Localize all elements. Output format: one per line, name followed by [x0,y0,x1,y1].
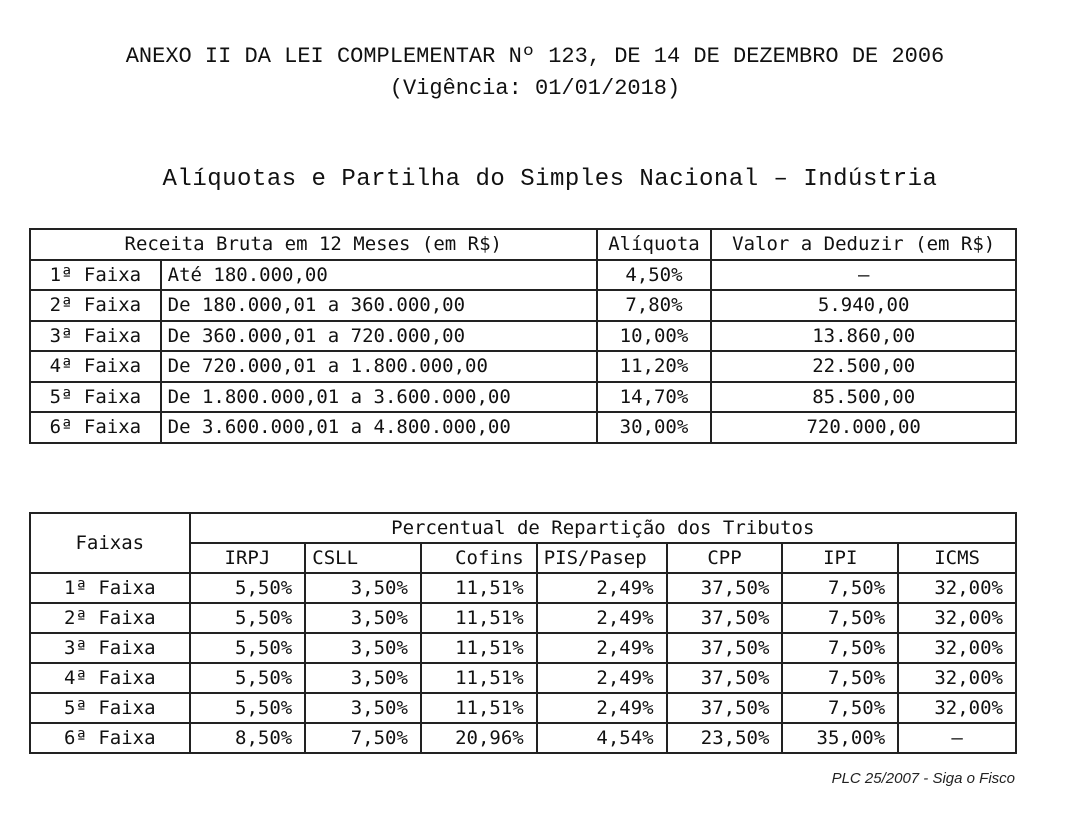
csll-cell: 3,50% [305,663,421,693]
irpj-cell: 5,50% [190,633,306,663]
table-row [30,382,1016,413]
irpj-cell: 5,50% [190,663,306,693]
ipi-cell: 7,50% [782,633,898,663]
cpp-cell: 37,50% [667,603,783,633]
deduzir-cell: 22.500,00 [711,351,1016,382]
irpj-cell: 5,50% [190,693,306,723]
faixa-cell: 1ª Faixa [30,573,190,603]
table-row [30,351,1016,382]
irpj-cell: 8,50% [190,723,306,753]
ipi-cell: 7,50% [782,663,898,693]
cpp-cell: 37,50% [667,663,783,693]
receita-cell: De 720.000,01 a 1.800.000,00 [161,351,597,382]
icms-cell: 32,00% [898,573,1016,603]
table-header-row [30,229,1016,260]
table-header-row [30,513,1016,543]
csll-cell: 7,50% [305,723,421,753]
ipi-cell: 7,50% [782,603,898,633]
faixa-cell: 5ª Faixa [30,693,190,723]
header-cpp: CPP [667,543,783,573]
header-faixas: Faixas [30,513,190,573]
receita-cell: De 360.000,01 a 720.000,00 [161,321,597,352]
deduzir-cell: 13.860,00 [711,321,1016,352]
faixa-cell: 3ª Faixa [30,633,190,663]
deduzir-cell: 720.000,00 [711,412,1016,443]
cofins-cell: 11,51% [421,693,537,723]
faixa-cell: 3ª Faixa [30,321,161,352]
ipi-cell: 7,50% [782,573,898,603]
receita-cell: De 180.000,01 a 360.000,00 [161,290,597,321]
header-cofins: Cofins [421,543,537,573]
aliquota-cell: 10,00% [597,321,712,352]
document-title: ANEXO II DA LEI COMPLEMENTAR Nº 123, DE 14 DE DEZEMBRO DE 2006 [125,44,945,69]
deduzir-cell: 5.940,00 [711,290,1016,321]
source-footer: PLC 25/2007 - Siga o Fisco [831,770,1015,787]
table-row [30,260,1016,291]
faixa-cell: 2ª Faixa [30,603,190,633]
irpj-cell: 5,50% [190,573,306,603]
deduzir-cell: – [711,260,1016,291]
cofins-cell: 20,96% [421,723,537,753]
faixa-cell: 6ª Faixa [30,723,190,753]
faixa-cell: 5ª Faixa [30,382,161,413]
csll-cell: 3,50% [305,603,421,633]
aliquota-cell: 14,70% [597,382,712,413]
header-irpj: IRPJ [190,543,306,573]
table-row [30,603,1016,633]
icms-cell: 32,00% [898,603,1016,633]
pis-pasep-cell: 2,49% [537,603,667,633]
pis-pasep-cell: 2,49% [537,633,667,663]
table-row [30,693,1016,723]
partilha-tributos-table [29,512,1017,754]
csll-cell: 3,50% [305,573,421,603]
ipi-cell: 7,50% [782,693,898,723]
pis-pasep-cell: 2,49% [537,573,667,603]
faixa-cell: 4ª Faixa [30,351,161,382]
irpj-cell: 5,50% [190,603,306,633]
cofins-cell: 11,51% [421,633,537,663]
pis-pasep-cell: 4,54% [537,723,667,753]
document-subtitle: Alíquotas e Partilha do Simples Nacional – Indústria [162,166,938,193]
table-row [30,723,1016,753]
header-receita-bruta: Receita Bruta em 12 Meses (em R$) [30,229,597,260]
faixa-cell: 6ª Faixa [30,412,161,443]
deduzir-cell: 85.500,00 [711,382,1016,413]
icms-cell: – [898,723,1016,753]
cpp-cell: 37,50% [667,633,783,663]
cpp-cell: 23,50% [667,723,783,753]
table-row [30,573,1016,603]
cofins-cell: 11,51% [421,663,537,693]
header-aliquota: Alíquota [597,229,712,260]
icms-cell: 32,00% [898,693,1016,723]
aliquota-cell: 30,00% [597,412,712,443]
faixa-cell: 1ª Faixa [30,260,161,291]
header-valor-deduzir: Valor a Deduzir (em R$) [711,229,1016,260]
table-row [30,663,1016,693]
table-row [30,412,1016,443]
aliquota-cell: 4,50% [597,260,712,291]
table-row [30,321,1016,352]
table-row [30,290,1016,321]
icms-cell: 32,00% [898,633,1016,663]
header-icms: ICMS [898,543,1016,573]
csll-cell: 3,50% [305,693,421,723]
pis-pasep-cell: 2,49% [537,693,667,723]
header-pis-pasep: PIS/Pasep [537,543,667,573]
aliquota-cell: 11,20% [597,351,712,382]
ipi-cell: 35,00% [782,723,898,753]
cofins-cell: 11,51% [421,603,537,633]
csll-cell: 3,50% [305,633,421,663]
receita-cell: Até 180.000,00 [161,260,597,291]
receita-aliquota-table [29,228,1017,444]
header-ipi: IPI [782,543,898,573]
header-percentual-reparticao: Percentual de Repartição dos Tributos [190,513,1016,543]
cpp-cell: 37,50% [667,573,783,603]
header-csll: CSLL [305,543,421,573]
table-row [30,633,1016,663]
icms-cell: 32,00% [898,663,1016,693]
faixa-cell: 4ª Faixa [30,663,190,693]
cpp-cell: 37,50% [667,693,783,723]
pis-pasep-cell: 2,49% [537,663,667,693]
receita-cell: De 3.600.000,01 a 4.800.000,00 [161,412,597,443]
receita-cell: De 1.800.000,01 a 3.600.000,00 [161,382,597,413]
document-vigencia: (Vigência: 01/01/2018) [389,76,681,101]
faixa-cell: 2ª Faixa [30,290,161,321]
cofins-cell: 11,51% [421,573,537,603]
aliquota-cell: 7,80% [597,290,712,321]
